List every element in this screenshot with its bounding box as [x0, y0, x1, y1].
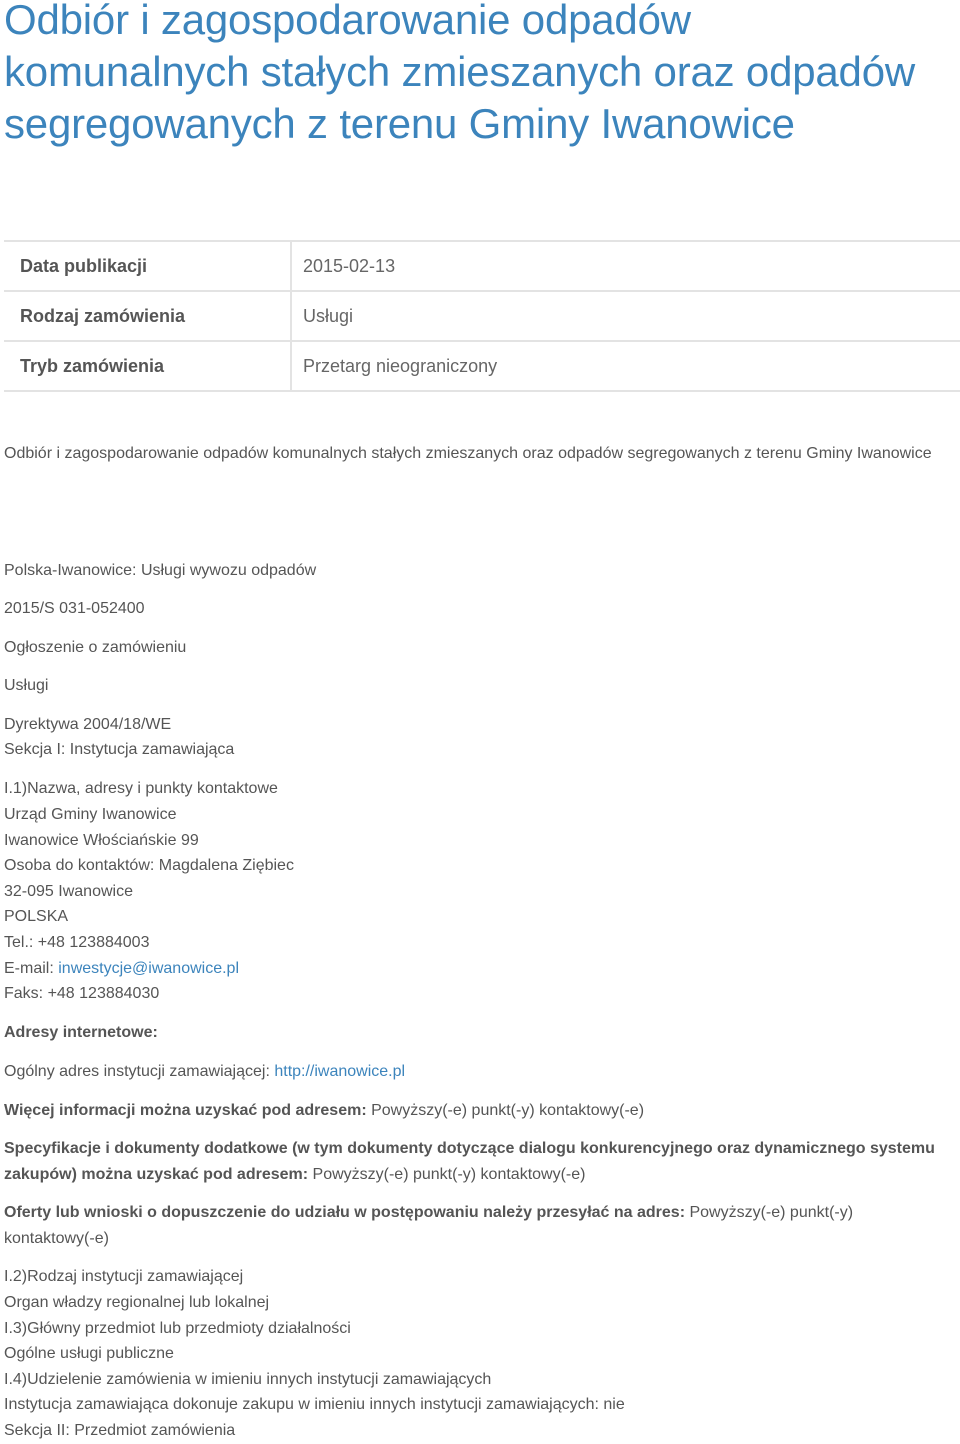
contact-phone: Tel.: +48 123884003 [4, 934, 150, 951]
summary-text: Odbiór i zagospodarowanie odpadów komunalnych stałych zmieszanych oraz odpadów segregowanych z terenu Gminy Iwanowice [4, 445, 932, 462]
meta-row-order-type [4, 291, 960, 341]
specs-line [4, 1136, 939, 1188]
contact-email-line [4, 956, 239, 982]
notice-number: 2015/S 031-052400 [4, 600, 145, 617]
offers-value: Powyższy(-e) punkt(-y) kontaktowy(-e) [4, 1204, 854, 1247]
notice-heading: Polska-Iwanowice: Usługi wywozu odpadów [4, 562, 317, 579]
contact-country: POLSKA [4, 908, 69, 925]
meta-label: Rodzaj zamówienia [4, 291, 291, 341]
contact-postal: 32-095 Iwanowice [4, 883, 133, 900]
contact-org: Urząd Gminy Iwanowice [4, 806, 177, 823]
notice-category: Usługi [4, 677, 49, 694]
section-i2-heading: I.2)Rodzaj instytucji zamawiającej [4, 1268, 244, 1285]
specs-label: Specyfikacje i dokumenty dodatkowe (w tym dokumenty dotyczące dialogu konkurencyjnego oraz dynamicznego systemu zakupów) można uzyskać pod adresem: [4, 1140, 935, 1183]
offers-line [4, 1200, 939, 1252]
more-info-value: Powyższy(-e) punkt(-y) kontaktowy(-e) [366, 1102, 645, 1119]
section-1-heading: Sekcja I: Instytucja zamawiająca [4, 741, 235, 758]
meta-label: Data publikacji [4, 241, 291, 291]
section-i3-value: Ogólne usługi publiczne [4, 1345, 174, 1362]
general-address-line [4, 1059, 405, 1085]
section-i4-heading: I.4)Udzielenie zamówienia w imieniu innych instytucji zamawiających [4, 1371, 492, 1388]
section-i4-value: Instytucja zamawiająca dokonuje zakupu w imieniu innych instytucji zamawiających: nie [4, 1396, 625, 1413]
section-2-heading: Sekcja II: Przedmiot zamówienia [4, 1422, 236, 1439]
meta-value: 2015-02-13 [291, 241, 960, 291]
general-address-label: Ogólny adres instytucji zamawiającej: [4, 1063, 275, 1080]
meta-row-procedure [4, 341, 960, 391]
meta-value: Przetarg nieograniczony [291, 341, 960, 391]
email-label: E-mail: [4, 960, 59, 977]
offers-label: Oferty lub wnioski o dopuszczenie do udziału w postępowaniu należy przesyłać na adres: [4, 1204, 686, 1221]
meta-value: Usługi [291, 291, 960, 341]
notice-type: Ogłoszenie o zamówieniu [4, 639, 187, 656]
more-info-line [4, 1098, 644, 1124]
meta-row-publication-date [4, 241, 960, 291]
page-title: Odbiór i zagospodarowanie odpadów komunalnych stałych zmieszanych oraz odpadów segregowanych z terenu Gminy Iwanowice [4, 0, 915, 147]
section-i3-heading: I.3)Główny przedmiot lub przedmioty działalności [4, 1320, 351, 1337]
notice-directive: Dyrektywa 2004/18/WE [4, 716, 172, 733]
section-i2-value: Organ władzy regionalnej lub lokalnej [4, 1294, 270, 1311]
more-info-label: Więcej informacji można uzyskać pod adresem: [4, 1102, 367, 1119]
contact-street: Iwanowice Włościańskie 99 [4, 832, 199, 849]
email-link[interactable]: inwestycje@iwanowice.pl [58, 960, 239, 977]
contact-heading: I.1)Nazwa, adresy i punkty kontaktowe [4, 780, 278, 797]
meta-label: Tryb zamówienia [4, 341, 291, 391]
contact-person: Osoba do kontaktów: Magdalena Ziębiec [4, 857, 294, 874]
internet-heading: Adresy internetowe: [4, 1024, 158, 1041]
general-address-link[interactable]: http://iwanowice.pl [274, 1063, 406, 1080]
specs-value: Powyższy(-e) punkt(-y) kontaktowy(-e) [308, 1166, 586, 1183]
metadata-table [4, 240, 960, 392]
contact-fax: Faks: +48 123884030 [4, 985, 160, 1002]
